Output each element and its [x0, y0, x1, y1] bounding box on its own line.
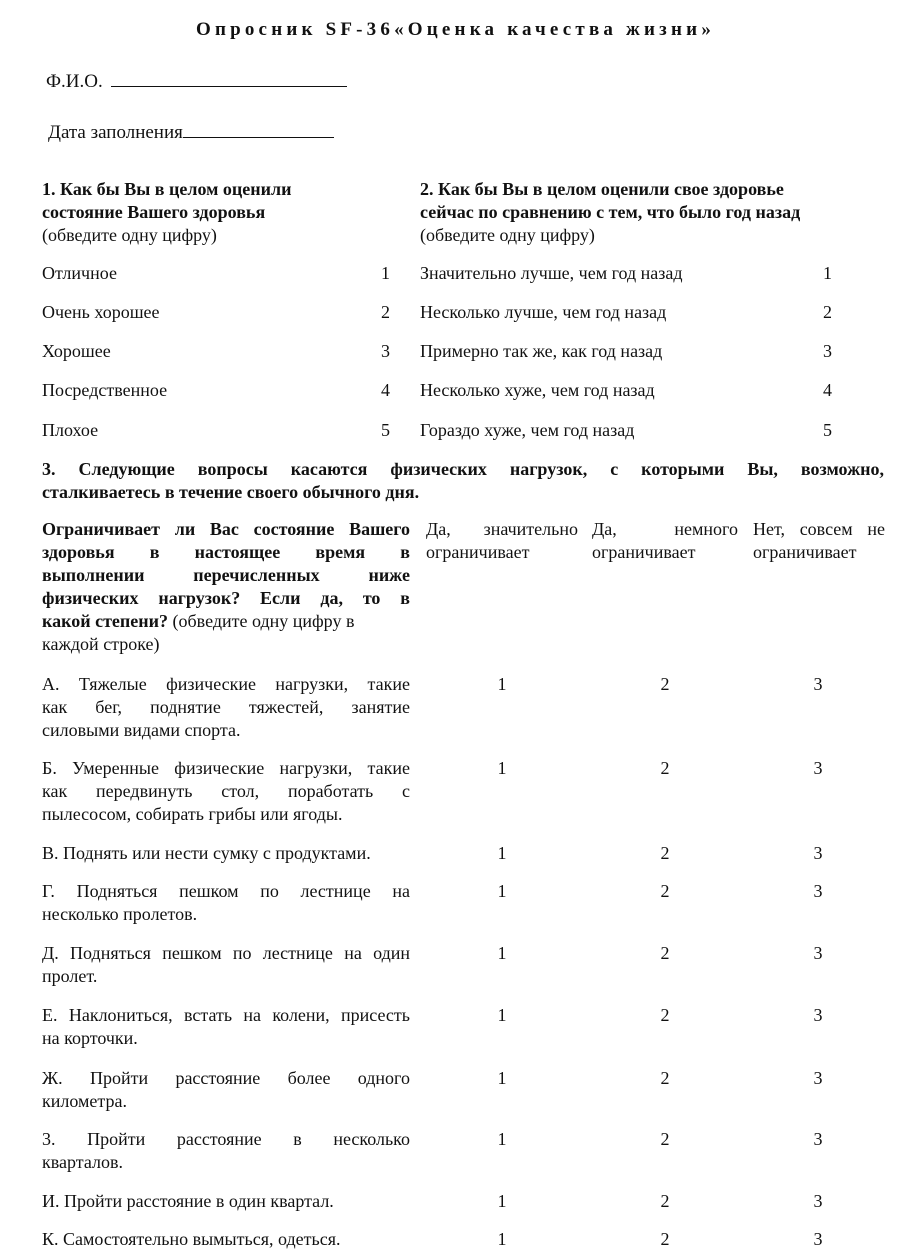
prompt-rest: (обведите одну цифру в: [168, 611, 355, 631]
answer-2[interactable]: 2: [660, 1005, 670, 1025]
item-line: как бег, поднятие тяжестей, занятие: [42, 697, 410, 717]
q1-option-value[interactable]: 1: [381, 263, 390, 283]
column-header-line: Да, немного: [592, 519, 738, 539]
prompt-line: Ограничивает ли Вас состояние Вашего: [42, 519, 410, 539]
column-header-line: Да, значительно: [426, 519, 578, 539]
column-header-1: [426, 518, 578, 564]
item-line: как передвинуть стол, поработать с: [42, 781, 410, 801]
page-title: Опросник SF-36«Оценка качества жизни»: [195, 19, 716, 40]
date-label: Дата заполнения: [48, 122, 183, 143]
q2-option-value[interactable]: 2: [823, 302, 832, 322]
answer-3[interactable]: 3: [813, 843, 823, 863]
item-line: пролет.: [42, 966, 98, 986]
q2-option-value[interactable]: 3: [823, 341, 832, 361]
answer-2[interactable]: 2: [660, 1191, 670, 1211]
question-2-header: [420, 178, 890, 247]
answer-1[interactable]: 1: [497, 1129, 507, 1149]
prompt-line: каждой строке): [42, 634, 160, 654]
answer-2[interactable]: 2: [660, 674, 670, 694]
q2-option-value[interactable]: 4: [823, 380, 832, 400]
activity-item-b: [42, 757, 410, 826]
answer-2[interactable]: 2: [660, 1068, 670, 1088]
activity-item-v: [42, 842, 410, 865]
q1-option-value[interactable]: 2: [381, 302, 390, 322]
answer-1[interactable]: 1: [497, 881, 507, 901]
answer-3[interactable]: 3: [813, 758, 823, 778]
answer-3[interactable]: 3: [813, 1005, 823, 1025]
q2-option-label: Примерно так же, как год назад: [420, 341, 663, 361]
item-line: пылесосом, собирать грибы или ягоды.: [42, 804, 343, 824]
item-line: Ж. Пройти расстояние более одного: [42, 1068, 410, 1088]
q1-option-label: Отличное: [42, 263, 117, 283]
q2-option-label: Несколько хуже, чем год назад: [420, 380, 655, 400]
column-header-line: ограничивает: [753, 542, 857, 562]
answer-1[interactable]: 1: [497, 758, 507, 778]
q2-option-label: Несколько лучше, чем год назад: [420, 302, 667, 322]
question-3-title: [42, 458, 884, 504]
prompt-line: [42, 610, 410, 633]
column-header-3: [753, 518, 885, 564]
item-line: Д. Подняться пешком по лестнице на один: [42, 943, 410, 963]
item-line: А. Тяжелые физические нагрузки, такие: [42, 674, 410, 694]
answer-2[interactable]: 2: [660, 881, 670, 901]
item-line: Г. Подняться пешком по лестнице на: [42, 881, 410, 901]
item-line: Б. Умеренные физические нагрузки, такие: [42, 758, 410, 778]
column-header-line: ограничивает: [592, 542, 696, 562]
fio-field: [46, 68, 347, 93]
q1-option-label: Хорошее: [42, 341, 111, 361]
answer-2[interactable]: 2: [660, 943, 670, 963]
fio-label: Ф.И.О.: [46, 71, 103, 92]
prompt-bold: какой степени?: [42, 611, 169, 631]
q1-option-label: Очень хорошее: [42, 302, 160, 322]
q2-option-label: Гораздо хуже, чем год назад: [420, 420, 635, 440]
item-line: на корточки.: [42, 1028, 138, 1048]
question-3-title-line1: 3. Следующие вопросы касаются физических нагрузок, с которыми Вы, возможно,: [42, 459, 884, 479]
question-2-hint: (обведите одну цифру): [420, 225, 595, 245]
activity-item-k: [42, 1228, 410, 1251]
date-field: [48, 119, 334, 144]
question-3-title-line2: сталкиваетесь в течение своего обычного дня.: [42, 482, 420, 502]
answer-1[interactable]: 1: [497, 1068, 507, 1088]
answer-1[interactable]: 1: [497, 1229, 507, 1249]
item-line: кварталов.: [42, 1152, 123, 1172]
activity-item-d: [42, 942, 410, 988]
activity-item-i: [42, 1190, 410, 1213]
item-line: В. Поднять или нести сумку с продуктами.: [42, 843, 371, 863]
question-3-prompt: [42, 518, 410, 656]
answer-2[interactable]: 2: [660, 1129, 670, 1149]
column-header-2: [592, 518, 738, 564]
q2-option-value[interactable]: 1: [823, 263, 832, 283]
column-header-line: Нет, совсем не: [753, 519, 885, 539]
q2-option-value[interactable]: 5: [823, 420, 832, 440]
question-1-title-line1: 1. Как бы Вы в целом оценили: [42, 179, 292, 199]
answer-1[interactable]: 1: [497, 843, 507, 863]
activity-item-e: [42, 1004, 410, 1050]
prompt-line: физических нагрузок? Если да, то в: [42, 588, 410, 608]
answer-2[interactable]: 2: [660, 843, 670, 863]
date-input-line[interactable]: [183, 119, 334, 138]
answer-3[interactable]: 3: [813, 943, 823, 963]
answer-1[interactable]: 1: [497, 674, 507, 694]
q1-option-value[interactable]: 4: [381, 380, 390, 400]
answer-2[interactable]: 2: [660, 758, 670, 778]
item-line: К. Самостоятельно вымыться, одеться.: [42, 1229, 341, 1249]
activity-item-z: [42, 1128, 410, 1174]
q1-option-label: Плохое: [42, 420, 99, 440]
item-line: силовыми видами спорта.: [42, 720, 241, 740]
item-line: километра.: [42, 1091, 127, 1111]
activity-item-g: [42, 880, 410, 926]
item-line: Е. Наклониться, встать на колени, присесть: [42, 1005, 410, 1025]
answer-3[interactable]: 3: [813, 881, 823, 901]
answer-1[interactable]: 1: [497, 943, 507, 963]
column-header-line: ограничивает: [426, 542, 530, 562]
question-2-title-line1: 2. Как бы Вы в целом оценили свое здоровье: [420, 179, 784, 199]
item-line: 3. Пройти расстояние в несколько: [42, 1129, 410, 1149]
prompt-line: здоровья в настоящее время в: [42, 542, 410, 562]
answer-3[interactable]: 3: [813, 1229, 823, 1249]
prompt-line: выполнении перечисленных ниже: [42, 565, 410, 585]
answer-1[interactable]: 1: [497, 1005, 507, 1025]
question-1-header: [42, 178, 402, 247]
activity-item-a: [42, 673, 410, 742]
activity-item-zh: [42, 1067, 410, 1113]
answer-1[interactable]: 1: [497, 1191, 507, 1211]
question-1-title-line2: состояние Вашего здоровья: [42, 202, 266, 222]
q1-option-value[interactable]: 5: [381, 420, 390, 440]
item-line: несколько пролетов.: [42, 904, 198, 924]
question-1-hint: (обведите одну цифру): [42, 225, 217, 245]
fio-input-line[interactable]: [111, 68, 347, 87]
q2-option-label: Значительно лучше, чем год назад: [420, 263, 683, 283]
answer-3[interactable]: 3: [813, 1191, 823, 1211]
question-2-title-line2: сейчас по сравнению с тем, что было год назад: [420, 202, 801, 222]
answer-3[interactable]: 3: [813, 674, 823, 694]
item-line: И. Пройти расстояние в один квартал.: [42, 1191, 334, 1211]
answer-2[interactable]: 2: [660, 1229, 670, 1249]
answer-3[interactable]: 3: [813, 1129, 823, 1149]
q1-option-label: Посредственное: [42, 380, 168, 400]
answer-3[interactable]: 3: [813, 1068, 823, 1088]
q1-option-value[interactable]: 3: [381, 341, 390, 361]
